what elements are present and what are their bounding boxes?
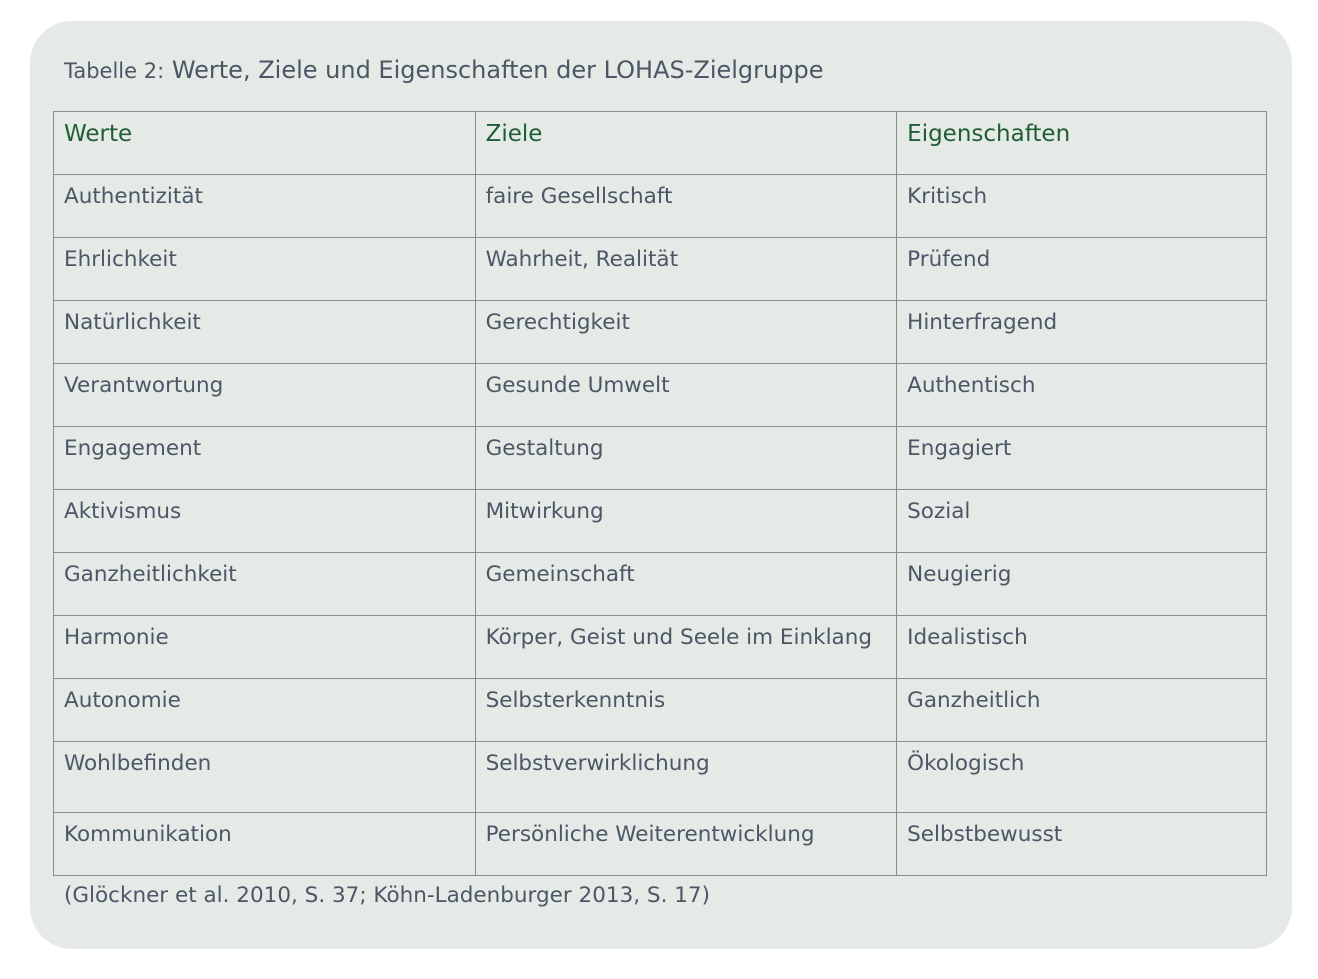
table-row: [54, 679, 1267, 742]
cell-werte: Authentizität: [54, 175, 476, 238]
caption-title: Werte, Ziele und Eigenschaften der LOHAS-Zielgruppe: [171, 56, 824, 84]
table-row: [54, 553, 1267, 616]
table-row: [54, 813, 1267, 876]
source-citation: (Glöckner et al. 2010, S. 37; Köhn-Ladenburger 2013, S. 17): [64, 883, 710, 908]
cell-ziele: Gerechtigkeit: [475, 301, 897, 364]
cell-eigenschaften: Ökologisch: [897, 742, 1267, 813]
cell-eigenschaften: Ganzheitlich: [897, 679, 1267, 742]
table-row: [54, 427, 1267, 490]
cell-eigenschaften: Prüfend: [897, 238, 1267, 301]
cell-ziele: Mitwirkung: [475, 490, 897, 553]
cell-eigenschaften: Sozial: [897, 490, 1267, 553]
cell-ziele: Gestaltung: [475, 427, 897, 490]
table-row: [54, 238, 1267, 301]
table-caption: [64, 56, 823, 84]
cell-eigenschaften: Authentisch: [897, 364, 1267, 427]
header-werte: Werte: [54, 112, 476, 175]
cell-ziele: Gesunde Umwelt: [475, 364, 897, 427]
table-row: [54, 301, 1267, 364]
cell-eigenschaften: Hinterfragend: [897, 301, 1267, 364]
table-row: [54, 175, 1267, 238]
cell-ziele: Körper, Geist und Seele im Einklang: [475, 616, 897, 679]
table-row: [54, 616, 1267, 679]
cell-ziele: Selbsterkenntnis: [475, 679, 897, 742]
header-ziele: Ziele: [475, 112, 897, 175]
cell-ziele: Gemeinschaft: [475, 553, 897, 616]
caption-prefix: Tabelle 2:: [64, 59, 165, 83]
cell-eigenschaften: Kritisch: [897, 175, 1267, 238]
cell-werte: Aktivismus: [54, 490, 476, 553]
cell-ziele: Persönliche Weiterentwicklung: [475, 813, 897, 876]
cell-werte: Wohlbefinden: [54, 742, 476, 813]
cell-eigenschaften: Neugierig: [897, 553, 1267, 616]
cell-ziele: faire Gesellschaft: [475, 175, 897, 238]
cell-ziele: Selbstverwirklichung: [475, 742, 897, 813]
cell-werte: Engagement: [54, 427, 476, 490]
cell-eigenschaften: Selbstbewusst: [897, 813, 1267, 876]
table-row: [54, 364, 1267, 427]
table-row: [54, 490, 1267, 553]
header-eigenschaften: Eigenschaften: [897, 112, 1267, 175]
cell-eigenschaften: Engagiert: [897, 427, 1267, 490]
table-row: [54, 742, 1267, 813]
cell-werte: Harmonie: [54, 616, 476, 679]
cell-ziele: Wahrheit, Realität: [475, 238, 897, 301]
cell-werte: Ehrlichkeit: [54, 238, 476, 301]
table-header-row: [54, 112, 1267, 175]
cell-werte: Natürlichkeit: [54, 301, 476, 364]
cell-werte: Autonomie: [54, 679, 476, 742]
cell-werte: Kommunikation: [54, 813, 476, 876]
cell-werte: Verantwortung: [54, 364, 476, 427]
cell-eigenschaften: Idealistisch: [897, 616, 1267, 679]
lohas-table: [53, 111, 1267, 876]
cell-werte: Ganzheitlichkeit: [54, 553, 476, 616]
